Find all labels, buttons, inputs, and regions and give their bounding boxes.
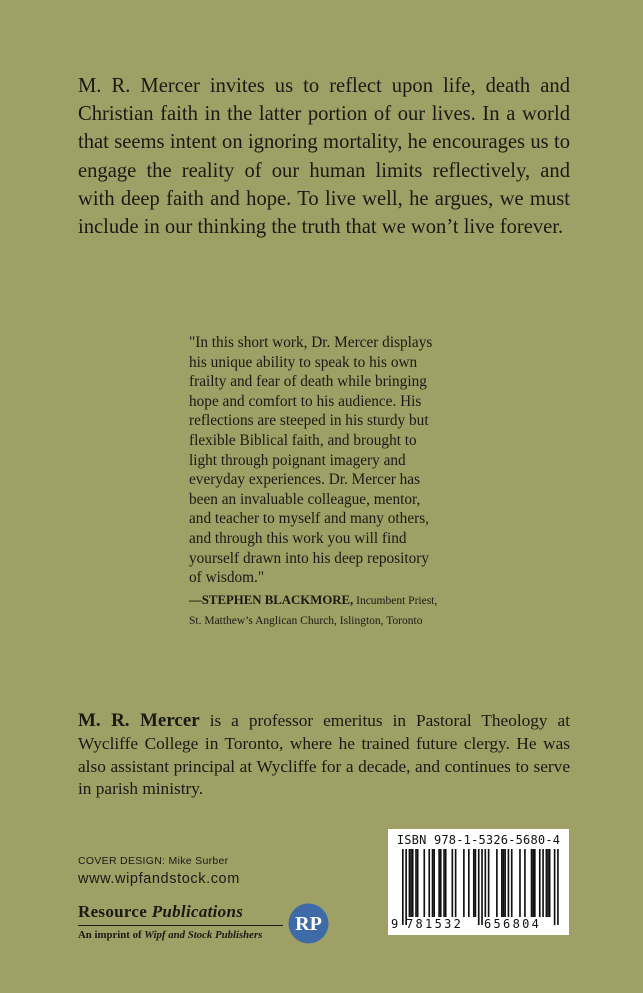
barcode-bar xyxy=(410,849,412,917)
isbn-barcode xyxy=(388,829,569,935)
endorsement-attribution xyxy=(189,590,489,631)
barcode-bar xyxy=(524,849,526,917)
quote-line: and teacher to myself and many others, xyxy=(189,510,429,528)
rp-logo-icon xyxy=(288,903,329,944)
series-name xyxy=(78,901,283,923)
barcode-group-left: 781532 xyxy=(406,917,464,931)
barcode-bar xyxy=(549,849,551,917)
barcode-bar xyxy=(531,849,533,917)
barcode-group-right: 656804 xyxy=(484,917,542,931)
barcode-bar xyxy=(432,849,434,917)
barcode-bar xyxy=(417,849,419,917)
quote-line: yourself drawn into his deep repository xyxy=(189,549,430,567)
quote-line: of wisdom." xyxy=(189,569,265,587)
barcode-bar xyxy=(473,849,475,917)
endorser-title: Incumbent Priest, xyxy=(356,595,438,607)
barcode-bar xyxy=(412,849,414,917)
publisher-imprint xyxy=(78,901,283,941)
quote-line: hope and comfort to his audience. His xyxy=(189,392,422,410)
barcode-bar xyxy=(409,849,411,917)
barcode-bar xyxy=(455,849,457,917)
quote-line: light through poignant imagery and xyxy=(189,451,406,469)
series-word-publications: Publications xyxy=(151,902,244,921)
back-cover-blurb: M. R. Mercer invites us to reflect upon life, death and Christian faith in the latter portion of our lives. In a world that seems intent on ignoring mortality, he encourages us to engage the reality of our human limits reflectively, and with deep faith and hope. To live well, he argues, we must include in our thinking the truth that we won’t live forever. xyxy=(78,75,570,239)
barcode-bar xyxy=(488,849,490,917)
barcode-bar xyxy=(415,849,417,917)
imprint-divider xyxy=(78,925,283,926)
quote-line: flexible Biblical faith, and brought to xyxy=(189,431,417,449)
barcode-bar xyxy=(452,849,454,917)
publisher-website[interactable]: www.wipfandstock.com xyxy=(78,871,240,887)
isbn-number: ISBN 978-1-5326-5680-4 xyxy=(396,833,561,847)
barcode-bar xyxy=(440,849,442,917)
quote-line: and through this work you will find xyxy=(189,529,407,547)
barcode-bar xyxy=(519,849,521,917)
barcode-bar xyxy=(504,849,506,917)
barcode-bar xyxy=(443,849,445,917)
barcode-bar xyxy=(468,849,470,917)
barcode-bar xyxy=(481,849,483,925)
barcode-bar xyxy=(423,849,425,917)
imprint-publisher-name: Wipf and Stock Publishers xyxy=(144,929,263,941)
barcode-bar xyxy=(402,849,404,925)
endorsement-quote xyxy=(189,333,474,588)
barcode-bar xyxy=(405,849,407,925)
barcode-bar xyxy=(539,849,541,917)
barcode-bar xyxy=(534,849,536,917)
author-bio xyxy=(78,710,570,801)
barcode-bars xyxy=(396,849,562,927)
barcode-bar xyxy=(485,849,487,917)
barcode-bar xyxy=(508,849,510,917)
author-name: M. R. Mercer xyxy=(78,710,200,731)
author-bio-text: is a professor emeritus in Pastoral Theology at Wycliffe College in Toronto, where he trained future clergy. He was also assistant principal at Wycliffe for a decade, and continues to serve in parish ministry. xyxy=(78,711,570,799)
barcode-bar xyxy=(547,849,549,917)
quote-line: frailty and fear of death while bringing xyxy=(189,373,427,391)
imprint-prefix: An imprint of xyxy=(78,929,142,941)
barcode-bar xyxy=(433,849,435,917)
imprint-line xyxy=(78,929,283,941)
barcode-lead-digit: 9 xyxy=(391,917,399,931)
endorser-church: St. Matthew’s Anglican Church, Islington, Toronto xyxy=(189,615,423,627)
barcode-bar xyxy=(438,849,440,917)
barcode-bar xyxy=(546,849,548,917)
barcode-bar xyxy=(501,849,503,917)
series-word-resource: Resource xyxy=(78,902,148,921)
cover-design-credit: COVER DESIGN: Mike Surber xyxy=(78,855,229,867)
barcode-bar xyxy=(475,849,477,917)
barcode-bar xyxy=(542,849,544,917)
endorser-name: —STEPHEN BLACKMORE, xyxy=(189,593,354,607)
quote-line: reflections are steeped in his sturdy but xyxy=(189,412,429,430)
barcode-bar xyxy=(554,849,556,925)
barcode-bar xyxy=(503,849,505,917)
barcode-bar xyxy=(463,849,465,917)
quote-line: his unique ability to speak to his own xyxy=(189,353,418,371)
barcode-bar xyxy=(532,849,534,917)
barcode-bar xyxy=(478,849,480,925)
quote-line: been an invaluable colleague, mentor, xyxy=(189,490,421,508)
quote-line: "In this short work, Dr. Mercer displays xyxy=(189,334,433,351)
quote-line: everyday experiences. Dr. Mercer has xyxy=(189,471,421,489)
barcode-bar xyxy=(496,849,498,917)
rp-logo-text: RP xyxy=(295,913,322,935)
barcode-bar xyxy=(428,849,430,917)
barcode-bar xyxy=(557,849,559,925)
barcode-bar xyxy=(511,849,513,917)
barcode-bar xyxy=(445,849,447,917)
